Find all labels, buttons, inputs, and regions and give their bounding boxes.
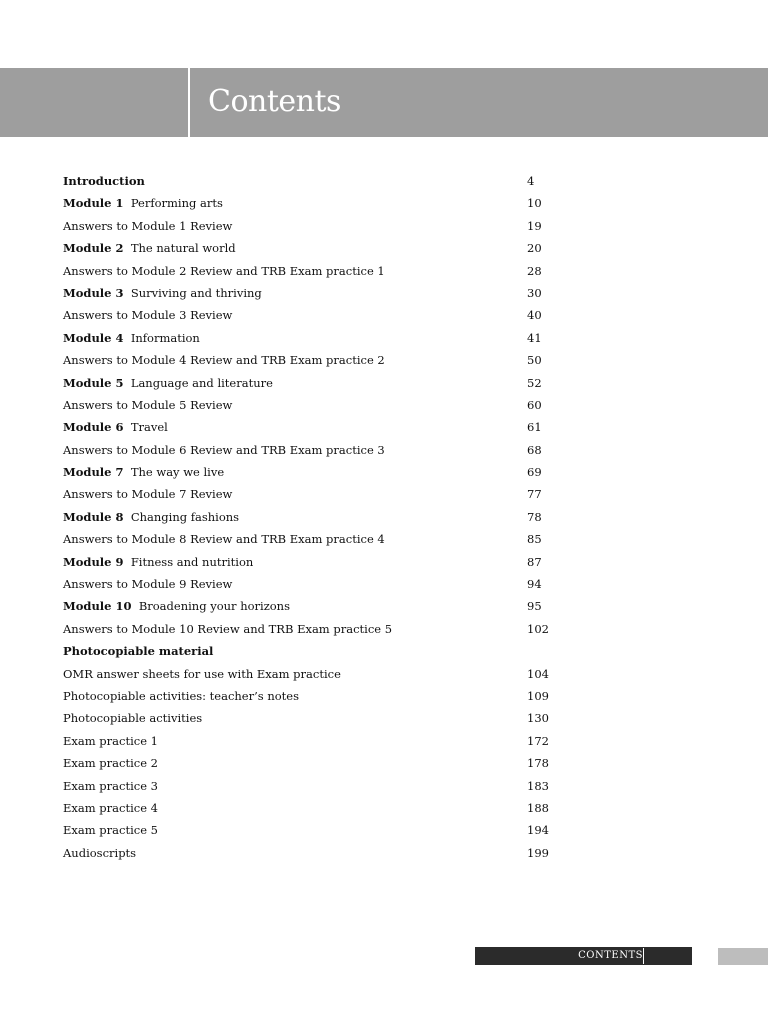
toc-entry-label [63,215,232,237]
toc-entry [63,394,623,416]
toc-entry-label [63,192,223,214]
toc-entry-label [63,752,158,774]
toc-entry [63,192,623,214]
toc-entry [63,528,623,550]
toc-entry-heading: Module 1 [63,196,124,211]
toc-page-number: 50 [527,353,542,368]
toc-entry [63,327,623,349]
toc-entry [63,483,623,505]
footer-bar [475,947,692,965]
toc-entry [63,170,623,192]
toc-page-number: 130 [527,711,549,726]
toc-entry-heading: Module 3 [63,285,124,300]
toc-entry-title: Answers to Module 10 Review and TRB Exam practice 5 [63,621,393,636]
toc-entry [63,439,623,461]
toc-entry-title: Exam practice 1 [63,733,158,748]
toc-entry [63,842,623,864]
toc-page-number: 95 [527,599,542,614]
toc-entry-title: Exam practice 5 [63,823,158,838]
toc-entry [63,237,623,259]
toc-page-number: 41 [527,330,542,345]
header-band [0,68,768,137]
toc-entry-title: Answers to Module 2 Review and TRB Exam practice 1 [63,263,385,278]
toc-entry-title: Surviving and thriving [130,285,262,300]
toc-entry [63,752,623,774]
toc-entry-label [63,506,239,528]
toc-page-number: 199 [527,845,549,860]
toc-page-number: 78 [527,509,542,524]
toc-entry-heading: Module 2 [63,241,124,256]
toc-entry-title: Answers to Module 1 Review [63,218,233,233]
toc-entry-label [63,551,253,573]
toc-entry [63,416,623,438]
toc-entry-title: Audioscripts [63,845,137,860]
toc-entry-title: Answers to Module 6 Review and TRB Exam practice 3 [63,442,385,457]
toc-entry [63,819,623,841]
toc-entry-label [63,461,224,483]
toc-entry-title: Photocopiable activities [63,711,203,726]
toc-entry-title: Changing fashions [130,509,240,524]
toc-page-number: 28 [527,263,542,278]
toc-entry [63,640,623,662]
toc-page-number: 104 [527,666,549,681]
toc-page-number: 68 [527,442,542,457]
toc-entry [63,506,623,528]
toc-entry [63,215,623,237]
toc-entry-heading: Module 5 [63,375,124,390]
toc-entry-label [63,327,200,349]
toc-entry-label [63,775,158,797]
toc-entry-label [63,640,213,662]
toc-page-number: 109 [527,688,549,703]
toc-entry-label [63,170,145,192]
toc-entry-title: The way we live [130,465,225,480]
toc-page-number: 30 [527,285,542,300]
toc-entry-title: Answers to Module 3 Review [63,308,233,323]
toc-entry [63,730,623,752]
toc-page-number: 85 [527,532,542,547]
page-title: Contents [208,84,341,119]
toc-page-number: 60 [527,397,542,412]
toc-page-number: 94 [527,577,542,592]
toc-entry [63,797,623,819]
toc-entry-label [63,416,168,438]
footer-label: CONTENTS [578,950,643,961]
toc-entry-title: Answers to Module 9 Review [63,577,233,592]
toc-page-number: 10 [527,196,542,211]
toc-entry-title: Answers to Module 8 Review and TRB Exam practice 4 [63,532,385,547]
toc-entry [63,775,623,797]
toc-entry-title: Exam practice 3 [63,778,158,793]
toc-entry [63,349,623,371]
toc-entry-title: OMR answer sheets for use with Exam practice [63,666,341,681]
toc-page-number: 87 [527,554,542,569]
toc-entry-heading: Module 8 [63,509,124,524]
toc-entry-label [63,372,273,394]
toc-entry-title: Answers to Module 5 Review [63,397,233,412]
toc-entry-title: Exam practice 2 [63,756,158,771]
toc-entry [63,573,623,595]
toc-entry-label [63,595,290,617]
toc-entry [63,372,623,394]
toc-entry-title: Travel [130,420,168,435]
header-divider [188,68,190,137]
toc-entry-heading: Module 7 [63,465,124,480]
toc-entry-label [63,439,385,461]
toc-page-number: 77 [527,487,542,502]
toc-entry-label [63,282,262,304]
toc-entry-label [63,394,232,416]
toc-entry-heading: Module 9 [63,554,124,569]
toc-page-number: 172 [527,733,549,748]
toc-entry-heading: Module 4 [63,330,124,345]
toc-entry-title: Broadening your horizons [138,599,290,614]
toc-entry-title: Performing arts [130,196,223,211]
toc-entry-label [63,304,232,326]
toc-entry-title: The natural world [130,241,236,256]
toc-entry-label [63,349,385,371]
toc-entry-label [63,573,232,595]
toc-entry-title: Answers to Module 7 Review [63,487,233,502]
table-of-contents [63,170,623,864]
toc-page-number: 183 [527,778,549,793]
toc-entry-label [63,819,158,841]
toc-entry-heading: Module 6 [63,420,124,435]
toc-page-number: 102 [527,621,549,636]
toc-page-number: 40 [527,308,542,323]
toc-entry-title: Photocopiable activities: teacher’s notes [63,688,299,703]
toc-entry [63,461,623,483]
toc-page-number: 69 [527,465,542,480]
toc-entry-label [63,260,385,282]
toc-page-number: 178 [527,756,549,771]
toc-entry-label [63,730,158,752]
toc-entry [63,282,623,304]
toc-page-number: 61 [527,420,542,435]
toc-entry-label [63,618,392,640]
toc-entry-title: Answers to Module 4 Review and TRB Exam practice 2 [63,353,385,368]
toc-page-number: 194 [527,823,549,838]
toc-entry-label [63,685,299,707]
toc-page-number: 4 [527,174,535,188]
toc-page-number: 19 [527,218,542,233]
toc-entry-title: Exam practice 4 [63,800,158,815]
toc-entry [63,260,623,282]
footer-tab [718,948,768,965]
toc-entry-label [63,842,136,864]
toc-entry [63,551,623,573]
toc-entry [63,685,623,707]
toc-entry-label [63,663,341,685]
toc-entry [63,595,623,617]
toc-entry-label [63,483,232,505]
toc-entry [63,304,623,326]
toc-entry-label [63,237,236,259]
toc-entry-heading: Photocopiable material [63,644,214,659]
toc-page-number: 20 [527,241,542,256]
toc-entry-heading: Module 10 [63,599,132,614]
toc-entry-title: Fitness and nutrition [130,554,254,569]
toc-entry-label [63,707,202,729]
toc-entry-title: Language and literature [130,375,273,390]
toc-page-number: 52 [527,375,542,390]
toc-entry-title: Information [130,330,200,345]
toc-entry [63,663,623,685]
toc-entry-label [63,528,385,550]
toc-entry-label [63,797,158,819]
toc-entry [63,618,623,640]
footer-separator [643,948,644,964]
toc-page-number: 188 [527,800,549,815]
toc-entry-heading: Introduction [63,174,145,188]
toc-entry [63,707,623,729]
